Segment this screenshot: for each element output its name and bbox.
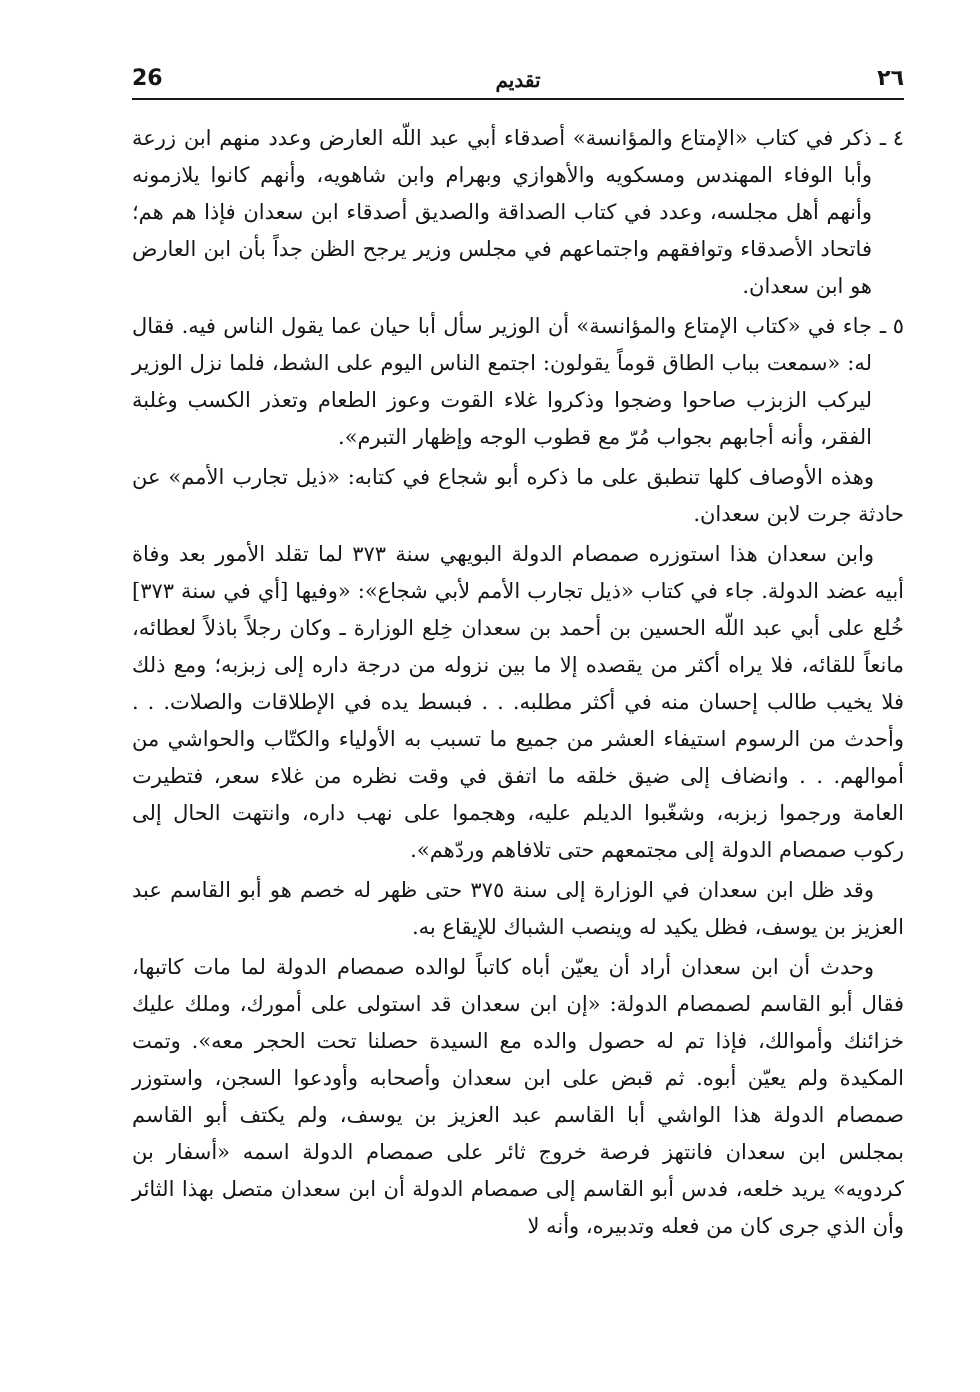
item-text: ذكر في كتاب «الإمتاع والمؤانسة» أصدقاء أبي عبد اللّه العارض وعدد منهم ابن زرعة وأبا الوفاء المهندس ومسكويه والأهوازي وبهرام وابن شاهويه، وأنهم كانوا يلازمونه وأنهم أهل مجلسه، وعدد في كتاب الصداقة والصديق أصدقاء ابن سعدان فإذا هم هم؛ فاتحاد الأصدقاء وتوافقهم واجتماعهم في مجلس وزير يرجح الظن جداً بأن ابن العارض هو ابن سعدان. — [132, 126, 872, 298]
item-number: ٤ ـ — [879, 126, 904, 150]
item-text: جاء في «كتاب الإمتاع والمؤانسة» أن الوزير سأل أبا حيان عما يقول الناس فيه. فقال له: «سمعت بباب الطاق قوماً يقولون: اجتمع الناس اليوم على الشط، فلما نزل الوزير ليركب الزبزب صاحوا وضجوا وذكروا غلاء القوت وعوز الطعام وتعذر الكسب وغلبة الفقر، وأنه أجابهم بجواب مُرّ مع قطوب الوجه وإظهار التبرم». — [132, 314, 872, 449]
page-number-latin: 26 — [132, 66, 163, 91]
item-number: ٥ ـ — [879, 314, 904, 338]
running-header — [132, 64, 904, 100]
paragraph: وحدث أن ابن سعدان أراد أن يعيّن أباه كاتباً لوالده صمصام الدولة لما مات كاتبها، فقال أبو القاسم لصمصام الدولة: «إن ابن سعدان قد استولى على أمورك، وملك عليك خزائنك وأموالك، فإذا تم له حصول والده مع السيدة حصلنا تحت الحجر معه». وتمت المكيدة ولم يعيّن أبوه. ثم قبض على ابن سعدان وأصحابه وأودعوا السجن، واستوزر صمصام الدولة هذا الواشي أبا القاسم عبد العزيز بن يوسف، ولم يكتف أبو القاسم بمجلس ابن سعدان فانتهز فرصة خروج ثائر على صمصام الدولة اسمه «أسفار بن كردويه» يريد خلعه، فدس أبو القاسم إلى صمصام الدولة أن ابن سعدان متصل بهذا الثائر وأن الذي جرى كان من فعله وتدبيره، وأنه لا — [132, 955, 904, 1238]
list-item — [132, 120, 904, 305]
page-body — [132, 120, 904, 1245]
paragraph: وقد ظل ابن سعدان في الوزارة إلى سنة ٣٧٥ حتى ظهر له خصم هو أبو القاسم عبد العزيز بن يوسف، فظل يكيد له وينصب الشباك للإيقاع به. — [132, 878, 904, 939]
book-page — [132, 64, 904, 1248]
paragraph: وهذه الأوصاف كلها تنطبق على ما ذكره أبو شجاع في كتابه: «ذيل تجارب الأمم» عن حادثة جرت لابن سعدان. — [132, 465, 904, 526]
page-number-arabic: ٢٦ — [877, 66, 904, 91]
running-title: تقديم — [495, 68, 541, 92]
paragraph: وابن سعدان هذا استوزره صمصام الدولة البويهي سنة ٣٧٣ لما تقلد الأمور بعد وفاة أبيه عضد الدولة. جاء في كتاب «ذيل تجارب الأمم لأبي شجاع»: «وفيها [أي في سنة ٣٧٣] خُلع على أبي عبد اللّه الحسين بن أحمد بن سعدان خِلع الوزارة ـ وكان رجلاً باذلاً لعطائه، مانعاً للقائه، فلا يراه أكثر من يقصده إلا ما بين نزوله من درجة داره إلى زبزبه؛ ومع ذلك فلا يخيب طالب إحسان منه في أكثر مطلبه. . . فبسط يده في الإطلاقات والصلات. . . وأحدث من الرسوم استيفاء العشر من جميع ما تسبب به الأولياء والكتّاب والحواشي من أموالهم. . . وانضاف إلى ضيق خلقه ما اتفق في وقت نظره من غلاء سعر، فتطيرت العامة ورجموا زبزبه، وشغّبوا الديلم عليه، وهجموا على نهب داره، وانتهت الحال إلى ركوب صمصام الدولة إلى مجتمعهم حتى تلافاهم وردّهم». — [132, 542, 904, 862]
list-item — [132, 308, 904, 456]
